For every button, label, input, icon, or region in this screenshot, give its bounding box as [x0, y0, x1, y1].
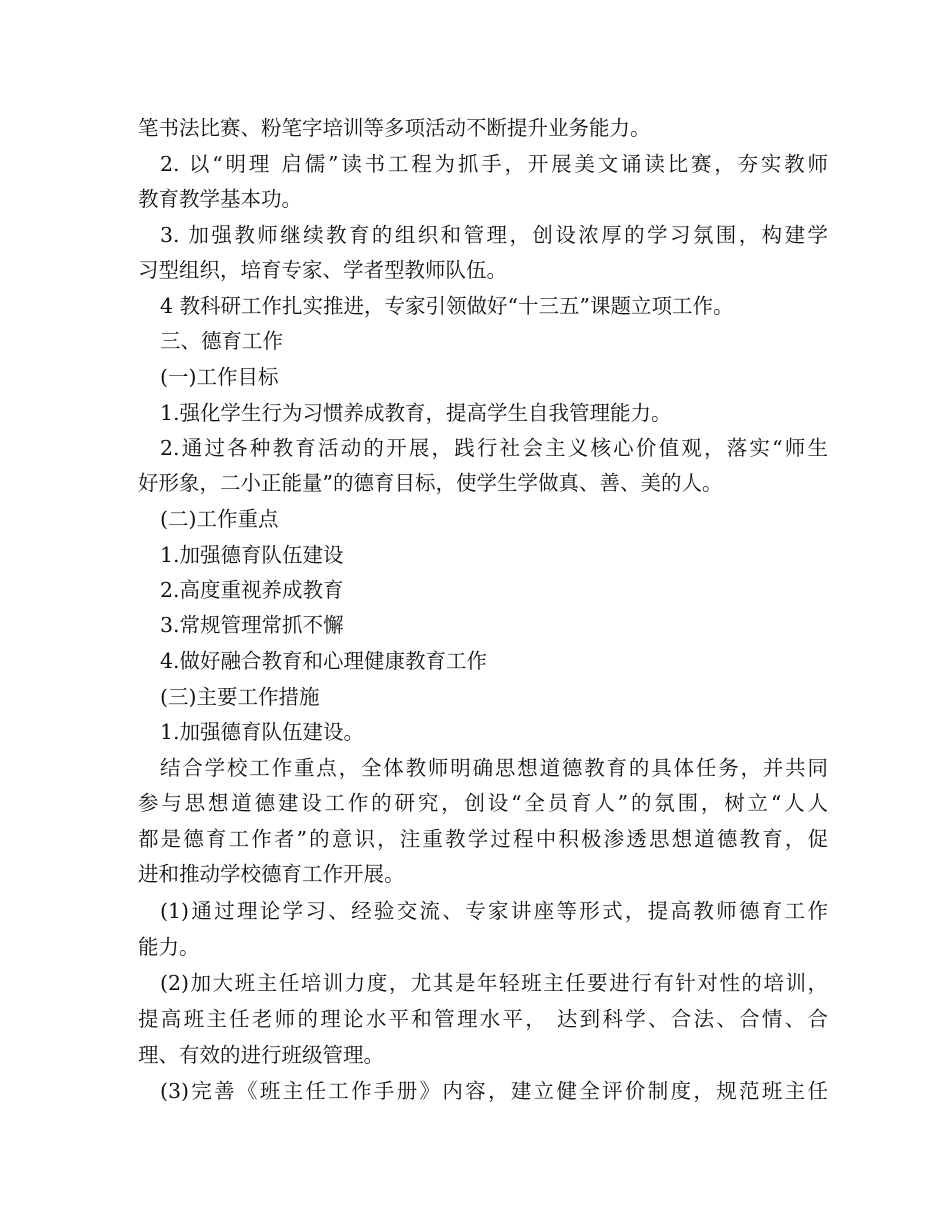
list-item: 1.加强德育队伍建设 — [160, 543, 344, 567]
text-line: 2.通过各种教育活动的开展，践行社会主义核心价值观，落实“师生 — [160, 436, 828, 460]
text-line: 笔书法比赛、粉笔字培训等多项活动不断提升业务能力。 — [138, 116, 651, 140]
text-line: 进和推动学校德育工作开展。 — [138, 862, 405, 886]
text-line: 习型组织，培育专家、学者型教师队伍。 — [138, 258, 507, 282]
text-line: 提高班主任老师的理论水平和管理水平， 达到科学、合法、合情、合 — [138, 1007, 828, 1031]
text-line: 好形象，二小正能量”的德育目标，使学生学做真、善、美的人。 — [138, 471, 723, 495]
list-item: 2.高度重视养成教育 — [160, 578, 344, 602]
subsection-heading: (三)主要工作措施 — [160, 685, 320, 709]
text-line: 参与思想道德建设工作的研究，创设“全员育人”的氛围，树立“人人 — [138, 791, 828, 815]
text-line: (1)通过理论学习、经验交流、专家讲座等形式，提高教师德育工作 — [160, 899, 828, 923]
text-line: (3)完善《班主任工作手册》内容，建立健全评价制度，规范班主任 — [160, 1079, 828, 1103]
text-line: 教育教学基本功。 — [138, 187, 302, 211]
text-line: 结合学校工作重点，全体教师明确思想道德教育的具体任务，并共同 — [160, 756, 828, 780]
text-line: 3. 加强教师继续教育的组织和管理，创设浓厚的学习氛围，构建学 — [160, 223, 828, 247]
text-line: 1.强化学生行为习惯养成教育，提高学生自我管理能力。 — [160, 401, 672, 425]
text-line: (2)加大班主任培训力度，尤其是年轻班主任要进行有针对性的培训， — [160, 971, 828, 995]
section-heading: 三、德育工作 — [160, 329, 283, 353]
list-item: 4.做好融合教育和心理健康教育工作 — [160, 649, 488, 673]
text-line: 2. 以“明理 启儒”读书工程为抓手，开展美文诵读比赛，夯实教师 — [160, 152, 828, 176]
text-line: 理、有效的进行班级管理。 — [138, 1043, 384, 1067]
subsection-heading: (二)工作重点 — [160, 507, 279, 531]
subsection-heading: (一)工作目标 — [160, 365, 279, 389]
text-line: 1.加强德育队伍建设。 — [160, 720, 365, 744]
text-line: 都是德育工作者”的意识，注重教学过程中积极渗透思想道德教育，促 — [138, 827, 828, 851]
text-line: 能力。 — [138, 935, 200, 959]
list-item: 3.常规管理常抓不懈 — [160, 613, 344, 637]
text-line: 4 教科研工作扎实推进，专家引领做好“十三五”课题立项工作。 — [160, 294, 734, 318]
